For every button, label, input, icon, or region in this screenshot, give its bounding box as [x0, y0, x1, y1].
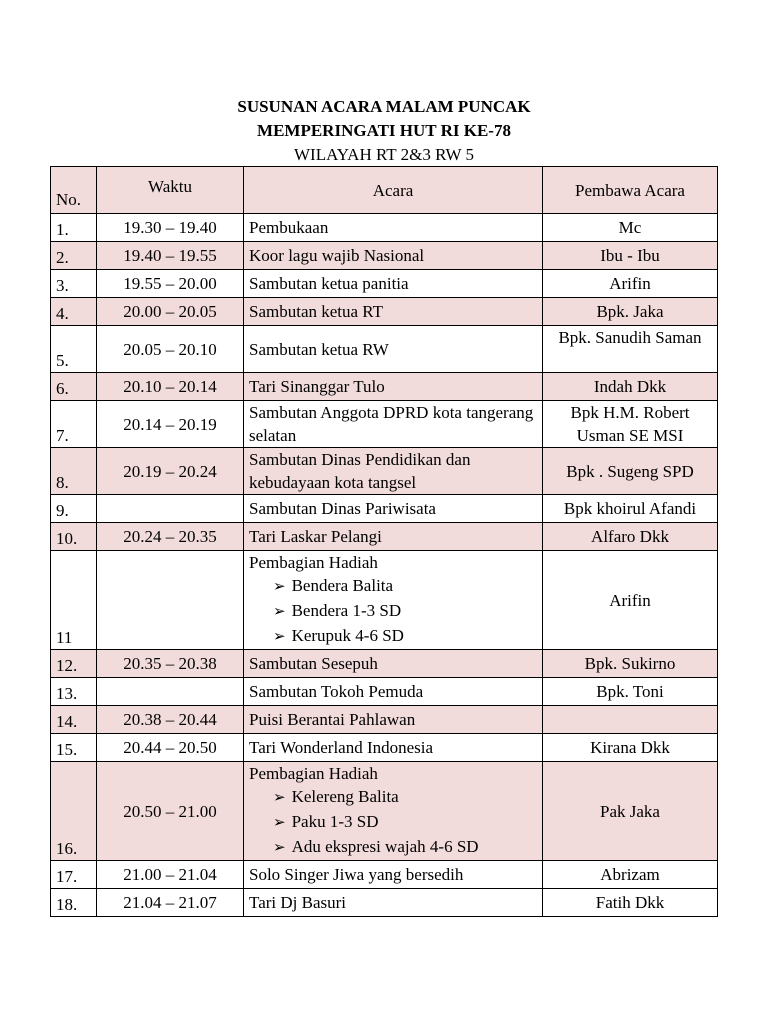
prize-item: ➢ Kerupuk 4-6 SD	[249, 624, 537, 649]
table-row	[51, 762, 718, 861]
cell-no: 7.	[51, 401, 97, 448]
cell-waktu: 20.19 – 20.24	[97, 448, 244, 495]
table-row	[51, 373, 718, 401]
cell-waktu: 21.00 – 21.04	[97, 861, 244, 889]
title-line-3: WILAYAH RT 2&3 RW 5	[293, 145, 474, 164]
cell-pembawa: Arifin	[543, 270, 718, 298]
cell-pembawa: Indah Dkk	[543, 373, 718, 401]
cell-acara: Koor lagu wajib Nasional	[244, 242, 543, 270]
cell-no: 17.	[51, 861, 97, 889]
table-row	[51, 551, 718, 650]
cell-no: 16.	[51, 762, 97, 861]
cell-waktu: 20.10 – 20.14	[97, 373, 244, 401]
cell-pembawa: Abrizam	[543, 861, 718, 889]
table-row	[51, 326, 718, 373]
cell-pembawa: Alfaro Dkk	[543, 523, 718, 551]
table-row	[51, 270, 718, 298]
title-line-2: MEMPERINGATI HUT RI KE-78	[257, 121, 511, 140]
cell-acara: Sambutan ketua RW	[244, 326, 543, 373]
cell-no: 8.	[51, 448, 97, 495]
cell-no: 1.	[51, 214, 97, 242]
cell-waktu: 20.00 – 20.05	[97, 298, 244, 326]
prize-item: ➢ Paku 1-3 SD	[249, 810, 537, 835]
cell-waktu: 20.50 – 21.00	[97, 762, 244, 861]
table-row	[51, 861, 718, 889]
prize-item: ➢ Bendera Balita	[249, 574, 537, 599]
header-no: No.	[51, 167, 97, 214]
table-row	[51, 448, 718, 495]
cell-pembawa: Bpk. Toni	[543, 678, 718, 706]
cell-pembawa: Bpk. Sukirno	[543, 650, 718, 678]
cell-no: 13.	[51, 678, 97, 706]
cell-no: 4.	[51, 298, 97, 326]
table-row	[51, 734, 718, 762]
document-title	[0, 95, 768, 167]
cell-waktu: 19.40 – 19.55	[97, 242, 244, 270]
cell-waktu: 20.24 – 20.35	[97, 523, 244, 551]
cell-pembawa: Fatih Dkk	[543, 889, 718, 917]
title-line-1: SUSUNAN ACARA MALAM PUNCAK	[237, 97, 531, 116]
header-acara: Acara	[244, 167, 543, 214]
table-row	[51, 523, 718, 551]
cell-no: 2.	[51, 242, 97, 270]
prize-item: ➢ Bendera 1-3 SD	[249, 599, 537, 624]
cell-pembawa: Pak Jaka	[543, 762, 718, 861]
cell-waktu: 20.44 – 20.50	[97, 734, 244, 762]
cell-no: 10.	[51, 523, 97, 551]
cell-acara-title: Pembagian Hadiah	[249, 764, 378, 783]
cell-acara: Tari Wonderland Indonesia	[244, 734, 543, 762]
cell-no: 3.	[51, 270, 97, 298]
cell-pembawa: Arifin	[543, 551, 718, 650]
cell-pembawa: Bpk H.M. Robert Usman SE MSI	[543, 401, 718, 448]
cell-no: 5.	[51, 326, 97, 373]
cell-pembawa: Mc	[543, 214, 718, 242]
table-header-row	[51, 167, 718, 214]
cell-no: 18.	[51, 889, 97, 917]
table-row	[51, 889, 718, 917]
cell-acara: Sambutan Dinas Pariwisata	[244, 495, 543, 523]
cell-waktu: 20.05 – 20.10	[97, 326, 244, 373]
cell-acara: Sambutan ketua panitia	[244, 270, 543, 298]
table-row	[51, 495, 718, 523]
cell-no: 9.	[51, 495, 97, 523]
cell-waktu: 20.35 – 20.38	[97, 650, 244, 678]
cell-waktu: 21.04 – 21.07	[97, 889, 244, 917]
table-row	[51, 298, 718, 326]
cell-no: 12.	[51, 650, 97, 678]
prize-item: ➢ Adu ekspresi wajah 4-6 SD	[249, 835, 537, 860]
cell-waktu: 20.14 – 20.19	[97, 401, 244, 448]
schedule-table	[50, 166, 718, 917]
cell-acara: Sambutan Anggota DPRD kota tangerang selatan	[244, 401, 543, 448]
cell-acara-title: Pembagian Hadiah	[249, 553, 378, 572]
cell-acara: Sambutan ketua RT	[244, 298, 543, 326]
cell-acara: Tari Sinanggar Tulo	[244, 373, 543, 401]
cell-waktu: 19.30 – 19.40	[97, 214, 244, 242]
table-row	[51, 650, 718, 678]
prize-item: ➢ Kelereng Balita	[249, 785, 537, 810]
cell-pembawa: Bpk . Sugeng SPD	[543, 448, 718, 495]
cell-acara: Pembukaan	[244, 214, 543, 242]
cell-acara: Puisi Berantai Pahlawan	[244, 706, 543, 734]
cell-waktu: 19.55 – 20.00	[97, 270, 244, 298]
cell-pembawa	[543, 706, 718, 734]
cell-waktu	[97, 678, 244, 706]
cell-acara: Tari Laskar Pelangi	[244, 523, 543, 551]
cell-acara: Tari Dj Basuri	[244, 889, 543, 917]
cell-waktu: 20.38 – 20.44	[97, 706, 244, 734]
header-pembawa: Pembawa Acara	[543, 167, 718, 214]
cell-acara: Sambutan Sesepuh	[244, 650, 543, 678]
cell-no: 14.	[51, 706, 97, 734]
table-row	[51, 242, 718, 270]
cell-pembawa: Kirana Dkk	[543, 734, 718, 762]
table-row	[51, 401, 718, 448]
cell-acara	[244, 551, 543, 650]
cell-no: 15.	[51, 734, 97, 762]
cell-pembawa: Bpk. Jaka	[543, 298, 718, 326]
table-row	[51, 706, 718, 734]
cell-acara	[244, 762, 543, 861]
cell-no: 11	[51, 551, 97, 650]
cell-pembawa: Bpk. Sanudih Saman	[543, 326, 718, 373]
cell-pembawa: Ibu - Ibu	[543, 242, 718, 270]
cell-acara: Solo Singer Jiwa yang bersedih	[244, 861, 543, 889]
cell-waktu	[97, 495, 244, 523]
table-row	[51, 678, 718, 706]
cell-acara: Sambutan Tokoh Pemuda	[244, 678, 543, 706]
cell-no: 6.	[51, 373, 97, 401]
header-waktu: Waktu	[97, 167, 244, 214]
cell-waktu	[97, 551, 244, 650]
table-row	[51, 214, 718, 242]
cell-pembawa: Bpk khoirul Afandi	[543, 495, 718, 523]
cell-acara: Sambutan Dinas Pendidikan dan kebudayaan kota tangsel	[244, 448, 543, 495]
